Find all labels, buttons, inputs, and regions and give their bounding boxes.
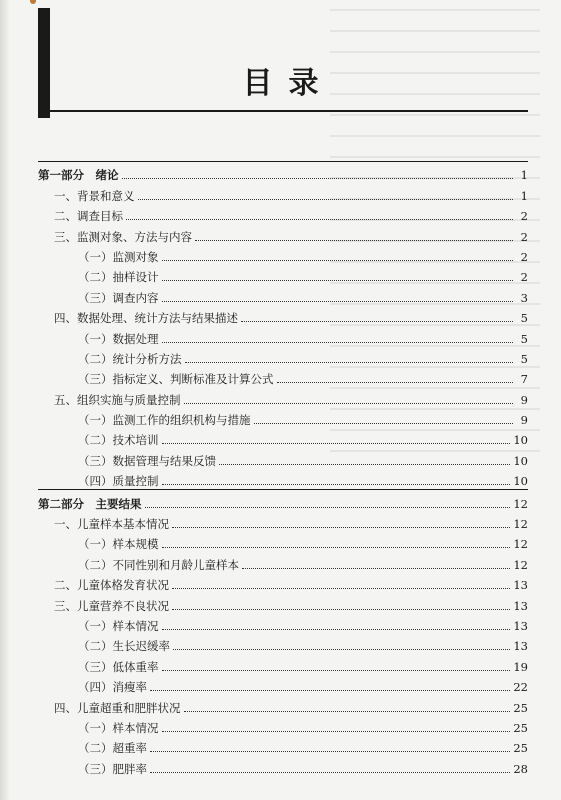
toc-subsection-row[interactable]	[38, 633, 528, 653]
dot-leader	[150, 690, 510, 691]
dot-leader	[145, 507, 511, 508]
toc-subsection-row[interactable]	[38, 531, 528, 551]
toc-entry-label: （二）生长迟缓率	[78, 639, 170, 654]
dot-leader	[277, 382, 514, 383]
toc-entry-label: （一）样本规模	[78, 537, 159, 552]
toc-entry-label: （一）监测工作的组织机构与措施	[78, 413, 251, 428]
toc-page-number: 1	[520, 188, 528, 203]
dot-leader	[173, 649, 510, 650]
toc-page-number: 5	[520, 331, 528, 346]
dot-leader	[162, 629, 511, 630]
toc-entry-label: 四、儿童超重和肥胖状况	[54, 700, 181, 715]
dot-leader	[162, 301, 514, 302]
dot-leader	[185, 362, 514, 363]
dot-leader	[162, 484, 511, 485]
toc-page-number: 9	[520, 392, 528, 407]
toc-page-number: 2	[520, 249, 528, 264]
toc-subsection-row[interactable]	[38, 264, 528, 284]
dot-leader	[242, 568, 510, 569]
dot-leader	[162, 342, 514, 343]
toc-page-number: 2	[520, 229, 528, 244]
dot-leader	[162, 547, 511, 548]
toc-subsection-row[interactable]	[38, 346, 528, 366]
toc-part-row[interactable]	[38, 162, 528, 182]
toc-page-number: 10	[513, 474, 528, 489]
toc-entry-label: 二、儿童体格发育状况	[54, 578, 169, 593]
toc-page-number: 5	[520, 311, 528, 326]
dot-leader	[138, 199, 514, 200]
toc-entry-label: 四、数据处理、统计方法与结果描述	[54, 311, 238, 326]
toc-page-number: 28	[513, 761, 528, 776]
toc-entry-label: （一）样本情况	[78, 720, 159, 735]
dot-leader	[195, 240, 513, 241]
toc-page-number: 13	[513, 639, 528, 654]
toc-entry-label: （二）统计分析方法	[78, 351, 182, 366]
dot-leader	[184, 711, 511, 712]
toc-page-number: 5	[520, 351, 528, 366]
dot-leader	[150, 751, 510, 752]
dot-leader	[162, 731, 511, 732]
toc-subsection-row[interactable]	[38, 366, 528, 386]
toc-entry-label: 一、儿童样本基本情况	[54, 517, 169, 532]
toc-part-row[interactable]	[38, 490, 528, 510]
toc-entry-label: （三）调查内容	[78, 290, 159, 305]
toc-entry-label: （一）数据处理	[78, 331, 159, 346]
toc-subsection-row[interactable]	[38, 407, 528, 427]
corner-mark	[30, 0, 36, 4]
toc-entry-label: 一、背景和意义	[54, 188, 135, 203]
title-rule	[38, 110, 528, 112]
dot-leader	[172, 527, 510, 528]
dot-leader	[241, 321, 513, 322]
toc-subsection-row[interactable]	[38, 755, 528, 775]
toc-subsection-row[interactable]	[38, 653, 528, 673]
toc-subsection-row[interactable]	[38, 468, 528, 488]
toc-section-row[interactable]	[38, 223, 528, 243]
toc-page-number: 25	[513, 741, 528, 756]
dot-leader	[172, 588, 510, 589]
toc-entry-label: 二、调查目标	[54, 209, 123, 224]
toc-page-number: 13	[513, 598, 528, 613]
toc-entry-label: （一）样本情况	[78, 618, 159, 633]
toc-subsection-row[interactable]	[38, 427, 528, 447]
toc-entry-label: （二）技术培训	[78, 433, 159, 448]
toc-page-number: 12	[513, 537, 528, 552]
toc-page-number: 10	[513, 453, 528, 468]
toc-subsection-row[interactable]	[38, 325, 528, 345]
toc-entry-label: 第二部分 主要结果	[38, 496, 142, 511]
toc-entry-label: 三、儿童营养不良状况	[54, 598, 169, 613]
dot-leader	[162, 280, 514, 281]
toc-page-number: 2	[520, 270, 528, 285]
page-title: 目录	[242, 66, 335, 101]
toc-entry-label: 五、组织实施与质量控制	[54, 392, 181, 407]
dot-leader	[219, 464, 510, 465]
toc-section-row[interactable]	[38, 572, 528, 592]
toc-page-number: 7	[520, 372, 528, 387]
toc-entry-label: （二）抽样设计	[78, 270, 159, 285]
toc-entry-label: （四）质量控制	[78, 474, 159, 489]
toc-section-row[interactable]	[38, 511, 528, 531]
toc-page-number: 12	[513, 496, 528, 511]
toc-page-number: 25	[513, 700, 528, 715]
toc-section-row[interactable]	[38, 386, 528, 406]
toc-entry-label: 第一部分 绪论	[38, 168, 119, 183]
dot-leader	[162, 260, 514, 261]
dot-leader	[254, 423, 514, 424]
toc-subsection-row[interactable]	[38, 284, 528, 304]
toc-page-number: 12	[513, 517, 528, 532]
toc-entry-label: （三）肥胖率	[78, 761, 147, 776]
toc-section-row[interactable]	[38, 694, 528, 714]
toc-section-row[interactable]	[38, 203, 528, 223]
toc-subsection-row[interactable]	[38, 447, 528, 467]
table-of-contents	[38, 160, 528, 776]
toc-page-number: 13	[513, 578, 528, 593]
toc-page-number: 13	[513, 618, 528, 633]
toc-page-number: 9	[520, 413, 528, 428]
toc-entry-label: （二）不同性别和月龄儿童样本	[78, 557, 239, 572]
toc-page-number: 12	[513, 557, 528, 572]
toc-entry-label: （三）数据管理与结果反馈	[78, 453, 216, 468]
dot-leader	[126, 219, 513, 220]
dot-leader	[172, 609, 510, 610]
toc-subsection-row[interactable]	[38, 244, 528, 264]
page-edge	[0, 0, 10, 800]
toc-page-number: 2	[520, 209, 528, 224]
toc-subsection-row[interactable]	[38, 613, 528, 633]
toc-page-number: 25	[513, 720, 528, 735]
toc-entry-label: （三）指标定义、判断标准及计算公式	[78, 372, 274, 387]
toc-subsection-row[interactable]	[38, 551, 528, 571]
dot-leader	[162, 670, 511, 671]
toc-entry-label: （三）低体重率	[78, 659, 159, 674]
toc-subsection-row[interactable]	[38, 674, 528, 694]
toc-entry-label: （二）超重率	[78, 741, 147, 756]
toc-subsection-row[interactable]	[38, 735, 528, 755]
dot-leader	[150, 772, 510, 773]
toc-page-number: 10	[513, 433, 528, 448]
toc-subsection-row[interactable]	[38, 715, 528, 735]
toc-entry-label: 三、监测对象、方法与内容	[54, 229, 192, 244]
toc-section-row[interactable]	[38, 182, 528, 202]
toc-section-row[interactable]	[38, 592, 528, 612]
dot-leader	[184, 403, 514, 404]
dot-leader	[122, 178, 514, 179]
toc-entry-label: （四）消瘦率	[78, 680, 147, 695]
toc-page-number: 22	[513, 680, 528, 695]
toc-page-number: 1	[520, 168, 528, 183]
toc-page-number: 19	[513, 659, 528, 674]
toc-section-row[interactable]	[38, 305, 528, 325]
toc-entry-label: （一）监测对象	[78, 249, 159, 264]
toc-page-number: 3	[520, 290, 528, 305]
dot-leader	[162, 443, 511, 444]
